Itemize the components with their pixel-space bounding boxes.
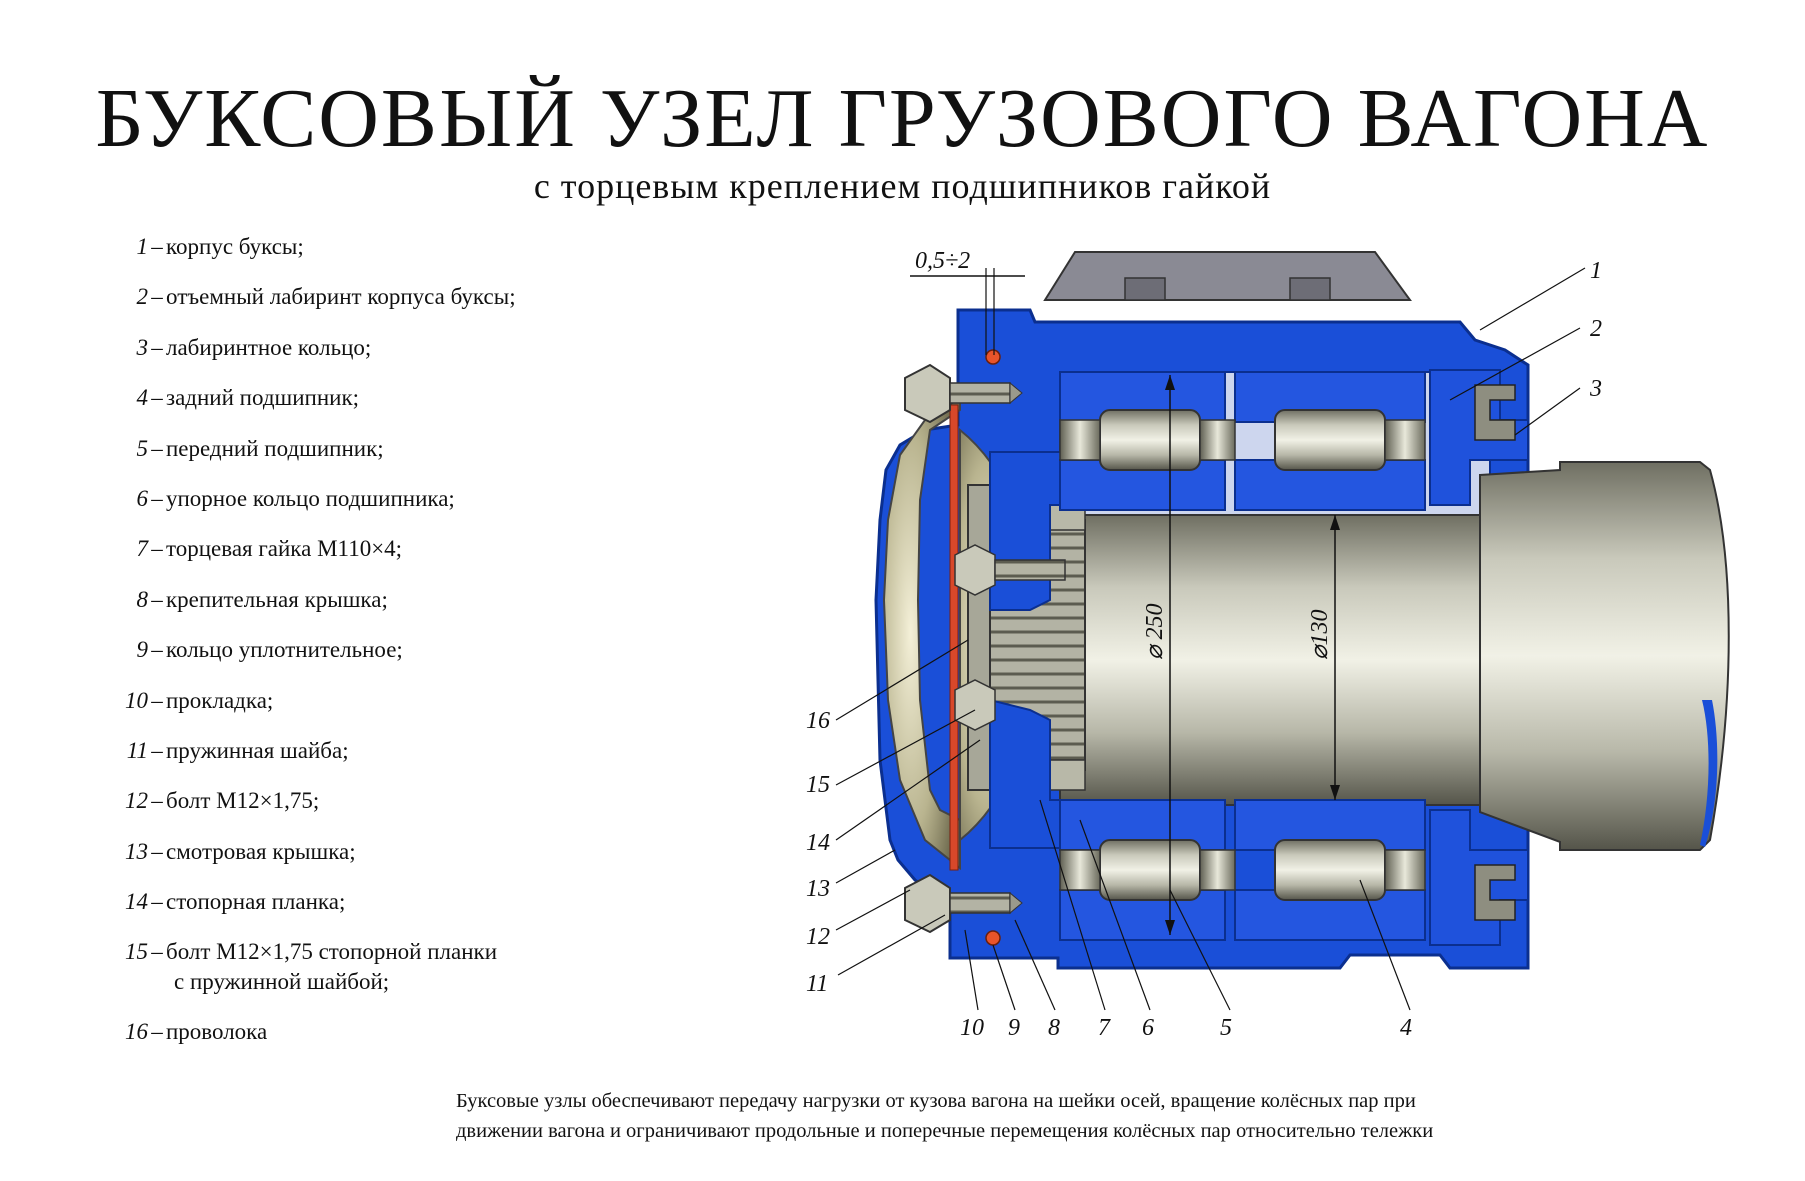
legend-text: кольцо уплотнительное;: [166, 637, 403, 663]
legend-text: болт М12×1,75;: [166, 788, 320, 814]
legend-dash: –: [151, 838, 163, 864]
legend-number: 6: [136, 485, 148, 511]
sealing-ring: [986, 931, 1000, 945]
front-roller: [1100, 840, 1200, 900]
legend-text-continued: с пружинной шайбой;: [174, 969, 390, 995]
page-subtitle: с торцевым креплением подшипников гайкой: [533, 166, 1272, 206]
locking-bolt-lower: [955, 680, 995, 730]
legend-dash: –: [151, 586, 163, 612]
legend-dash: –: [151, 234, 163, 259]
legend-dash: –: [151, 536, 163, 562]
rear-roller: [1275, 840, 1385, 900]
legend-text: болт М12×1,75 стопорной планки: [166, 939, 498, 965]
journal-diameter-label: ⌀130: [1307, 609, 1333, 660]
roof-notch: [1290, 278, 1330, 300]
callout-14: 14: [806, 830, 830, 856]
legend-dash: –: [151, 485, 163, 511]
callout-3: 3: [1590, 376, 1602, 402]
legend-number: 1: [136, 234, 148, 259]
legend-number: 9: [136, 637, 148, 663]
legend-dash: –: [151, 637, 163, 663]
legend-number: 3: [136, 334, 148, 360]
sealing-ring: [986, 350, 1000, 364]
note-line-1: Буксовые узлы обеспечивают передачу нагрузки от кузова вагона на шейки осей, вращение колёсных пар при: [456, 1090, 1416, 1112]
description-note: [456, 1086, 1708, 1146]
legend-text: упорное кольцо подшипника;: [166, 485, 455, 511]
legend-text: крепительная крышка;: [166, 586, 388, 612]
legend-number: 12: [125, 788, 148, 814]
legend-dash: –: [151, 687, 163, 713]
legend-number: 14: [125, 889, 148, 915]
legend-text: задний подшипник;: [166, 385, 360, 411]
callout-4: 4: [1400, 1015, 1412, 1041]
legend-text: пружинная шайба;: [166, 737, 349, 763]
callout-7: 7: [1098, 1015, 1110, 1041]
callout-13: 13: [806, 876, 830, 902]
legend-text: прокладка;: [166, 687, 274, 713]
callout-6: 6: [1142, 1015, 1154, 1041]
legend-dash: –: [151, 284, 163, 310]
legend-number: 16: [125, 1019, 148, 1045]
legend-number: 4: [136, 385, 148, 411]
callout-8: 8: [1048, 1015, 1060, 1041]
legend-dash: –: [151, 435, 163, 461]
legend-number: 11: [126, 737, 148, 763]
gasket: [950, 405, 958, 870]
legend-number: 7: [136, 536, 148, 562]
legend-text: лабиринтное кольцо;: [166, 334, 372, 360]
legend-text: торцевая гайка М110×4;: [166, 536, 403, 562]
legend-dash: –: [151, 385, 163, 411]
rear-roller: [1275, 410, 1385, 470]
legend-dash: –: [151, 788, 163, 814]
callout-11: 11: [806, 971, 829, 997]
legend-text: стопорная планка;: [166, 889, 346, 915]
front-roller: [1100, 410, 1200, 470]
legend-number: 2: [136, 284, 148, 310]
callout-5: 5: [1220, 1015, 1232, 1041]
legend-number: 5: [136, 435, 148, 461]
callout-12: 12: [806, 924, 830, 950]
legend-text: корпус буксы;: [166, 234, 304, 259]
legend-dash: –: [151, 939, 163, 965]
callout-2: 2: [1590, 316, 1602, 342]
legend-dash: –: [151, 334, 163, 360]
legend-number: 8: [136, 586, 148, 612]
housing-roof: [1045, 252, 1410, 300]
legend-number: 13: [125, 838, 148, 864]
legend-text: смотровая крышка;: [166, 838, 356, 864]
roof-notch: [1125, 278, 1165, 300]
legend-text: отъемный лабиринт корпуса буксы;: [166, 284, 516, 310]
legend-dash: –: [151, 889, 163, 915]
callout-10: 10: [960, 1015, 984, 1041]
legend-dash: –: [151, 737, 163, 763]
legend-number: 10: [125, 687, 148, 713]
page-title: БУКСОВЫЙ УЗЕЛ ГРУЗОВОГО ВАГОНА: [95, 72, 1710, 165]
callout-9: 9: [1008, 1015, 1020, 1041]
gap-dimension-label: 0,5÷2: [915, 248, 971, 274]
outer-diameter-label: ⌀ 250: [1142, 603, 1168, 660]
legend-dash: –: [151, 1019, 163, 1045]
callout-16: 16: [806, 708, 830, 734]
callout-15: 15: [806, 772, 830, 798]
legend-text: передний подшипник;: [166, 435, 384, 461]
callout-1: 1: [1590, 258, 1602, 284]
axle-body: [1480, 462, 1729, 850]
legend-text: проволока: [166, 1019, 268, 1045]
locking-plate: [968, 485, 990, 790]
axle-journal: [1060, 515, 1480, 805]
legend-number: 15: [125, 939, 148, 965]
note-line-2: движении вагона и ограничивают продольные и поперечные перемещения колёсных пар относительно тележки: [456, 1120, 1434, 1142]
